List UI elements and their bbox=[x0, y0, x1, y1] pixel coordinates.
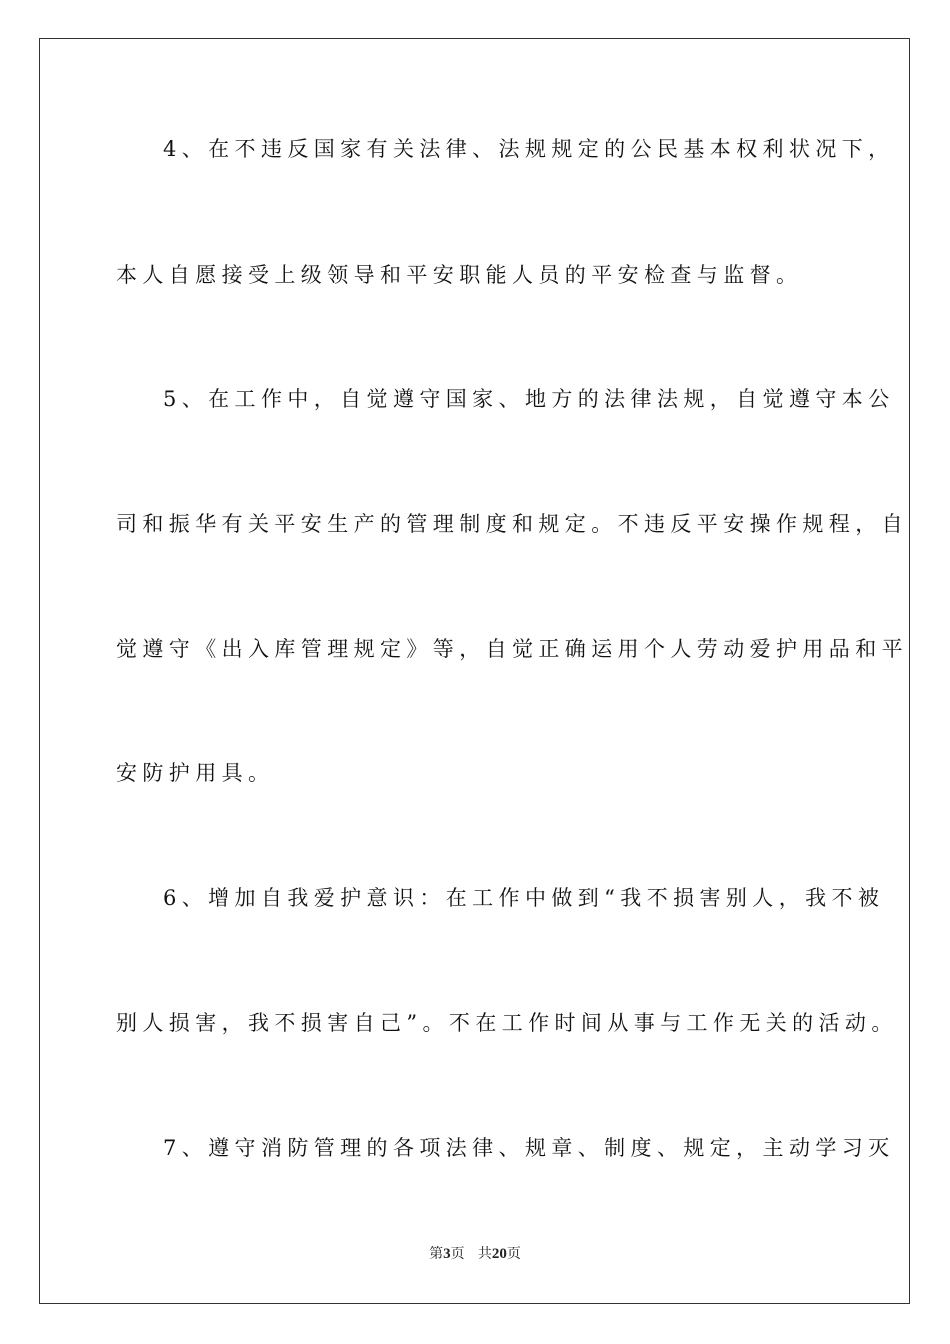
total-prefix: 共 bbox=[477, 1246, 492, 1262]
page-frame bbox=[39, 38, 910, 1304]
paragraph-5-line-3: 觉遵守《出入库管理规定》等，自觉正确运用个人劳动爱护用品和平 bbox=[116, 637, 908, 661]
page-prefix: 第 bbox=[429, 1246, 444, 1262]
total-suffix: 页 bbox=[506, 1246, 521, 1262]
paragraph-7-line-1: 7、遵守消防管理的各项法律、规章、制度、规定，主动学习灭 bbox=[163, 1136, 895, 1160]
paragraph-4-line-2: 本人自愿接受上级领导和平安职能人员的平安检查与监督。 bbox=[116, 263, 803, 287]
page-footer bbox=[0, 1243, 950, 1263]
total-pages: 20 bbox=[491, 1246, 507, 1262]
paragraph-6-line-1: 6、增加自我爱护意识：在工作中做到“我不损害别人，我不被 bbox=[163, 886, 885, 910]
paragraph-5-line-4: 安防护用具。 bbox=[116, 761, 275, 785]
paragraph-4-line-1: 4、在不违反国家有关法律、法规规定的公民基本权利状况下， bbox=[163, 137, 895, 161]
page-suffix: 页 bbox=[450, 1246, 465, 1262]
paragraph-5-line-1: 5、在工作中，自觉遵守国家、地方的法律法规，自觉遵守本公 bbox=[163, 387, 895, 411]
page-number: 3 bbox=[443, 1246, 451, 1262]
paragraph-6-line-2: 别人损害，我不损害自己”。不在工作时间从事与工作无关的活动。 bbox=[116, 1011, 898, 1035]
paragraph-5-line-2: 司和振华有关平安生产的管理制度和规定。不违反平安操作规程，自 bbox=[116, 512, 908, 536]
